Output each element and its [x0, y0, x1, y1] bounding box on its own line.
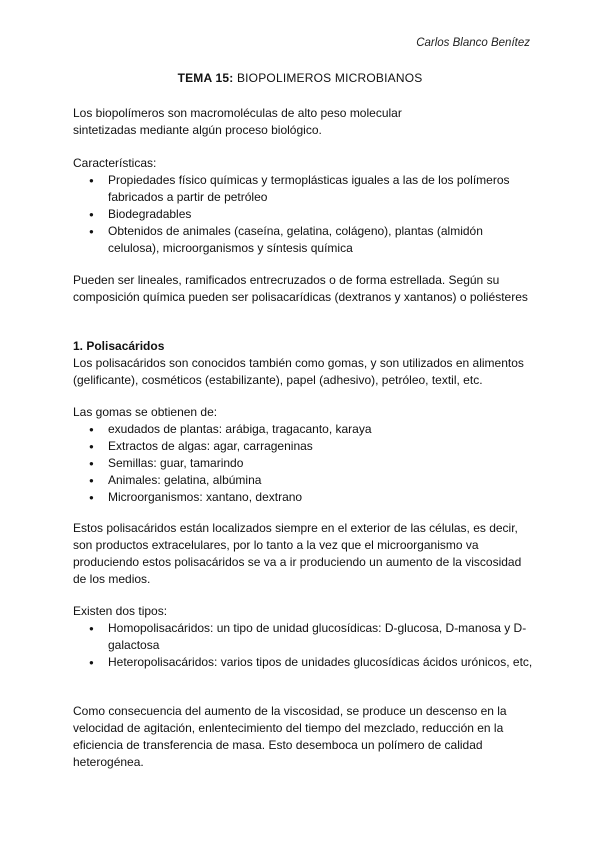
list-item: ● exudados de plantas: arábiga, tragacanto, karaya — [73, 421, 533, 438]
list-item: ● Heteropolisacáridos: varios tipos de unidades glucosídicas ácidos urónicos, etc, — [73, 654, 533, 671]
list-item: ● Extractos de algas: agar, carrageninas — [73, 438, 533, 455]
list-item: ● Biodegradables — [73, 206, 533, 223]
polisacaridos-text: Los polisacáridos son conocidos también como gomas, y son utilizados en alimentos (gelificante), cosméticos (estabilizante), papel (adhesivo), petróleo, textil, etc. — [73, 356, 524, 387]
gomas-section — [73, 404, 533, 506]
intro-line-2: sintetizadas mediante algún proceso biológico. — [73, 123, 322, 137]
section-heading: 1. Polisacáridos — [73, 339, 165, 353]
caracteristicas-heading: Características: — [73, 156, 157, 170]
tipos-section — [73, 603, 533, 671]
localizacion-text: Estos polisacáridos están localizados siempre en el exterior de las células, es decir, son productos extracelulares, por lo tanto a la vez que el microorganismo va produciendo estos polisacáridos se va a ir produciendo un aumento de la viscosidad de los medios. — [73, 521, 522, 586]
consecuencia-paragraph — [73, 703, 533, 771]
title-prefix: TEMA 15: — [177, 71, 234, 85]
gomas-list — [73, 421, 533, 506]
tipos-list — [73, 620, 533, 671]
forma-paragraph — [73, 272, 533, 306]
list-item: ● Microorganismos: xantano, dextrano — [73, 489, 533, 506]
gomas-heading: Las gomas se obtienen de: — [73, 405, 218, 419]
caracteristicas-list — [73, 172, 533, 257]
localizacion-paragraph — [73, 520, 533, 588]
caracteristicas-section — [73, 155, 533, 257]
list-item: ● Semillas: guar, tamarindo — [73, 455, 533, 472]
intro-line-1: Los biopolímeros son macromoléculas de alto peso molecular — [73, 106, 402, 120]
list-item: ● Homopolisacáridos: un tipo de unidad glucosídicas: D-glucosa, D-manosa y D-galactosa — [73, 620, 533, 654]
title-text: BIOPOLIMEROS MICROBIANOS — [233, 71, 423, 85]
list-item: ● Animales: gelatina, albúmina — [73, 472, 533, 489]
consecuencia-text: Como consecuencia del aumento de la viscosidad, se produce un descenso en la velocidad de agitación, enlentecimiento del tiempo del mezclado, reducción en la eficiencia de transferencia de masa. Esto desemboca un polímero de calidad heterogénea. — [73, 704, 507, 769]
list-item: ● Propiedades físico químicas y termoplásticas iguales a las de los polímeros fabricados a partir de petróleo — [73, 172, 533, 206]
tipos-heading: Existen dos tipos: — [73, 604, 168, 618]
polisacaridos-section — [73, 338, 533, 389]
intro-paragraph — [73, 105, 533, 139]
page-title — [0, 71, 600, 85]
forma-text: Pueden ser lineales, ramificados entrecruzados o de forma estrellada. Según su composición química pueden ser polisacarídicas (dextranos y xantanos) o poliésteres — [73, 273, 528, 304]
list-item: ● Obtenidos de animales (caseína, gelatina, colágeno), plantas (almidón celulosa), microorganismos y síntesis química — [73, 223, 533, 257]
author-name: Carlos Blanco Benítez — [416, 37, 530, 49]
